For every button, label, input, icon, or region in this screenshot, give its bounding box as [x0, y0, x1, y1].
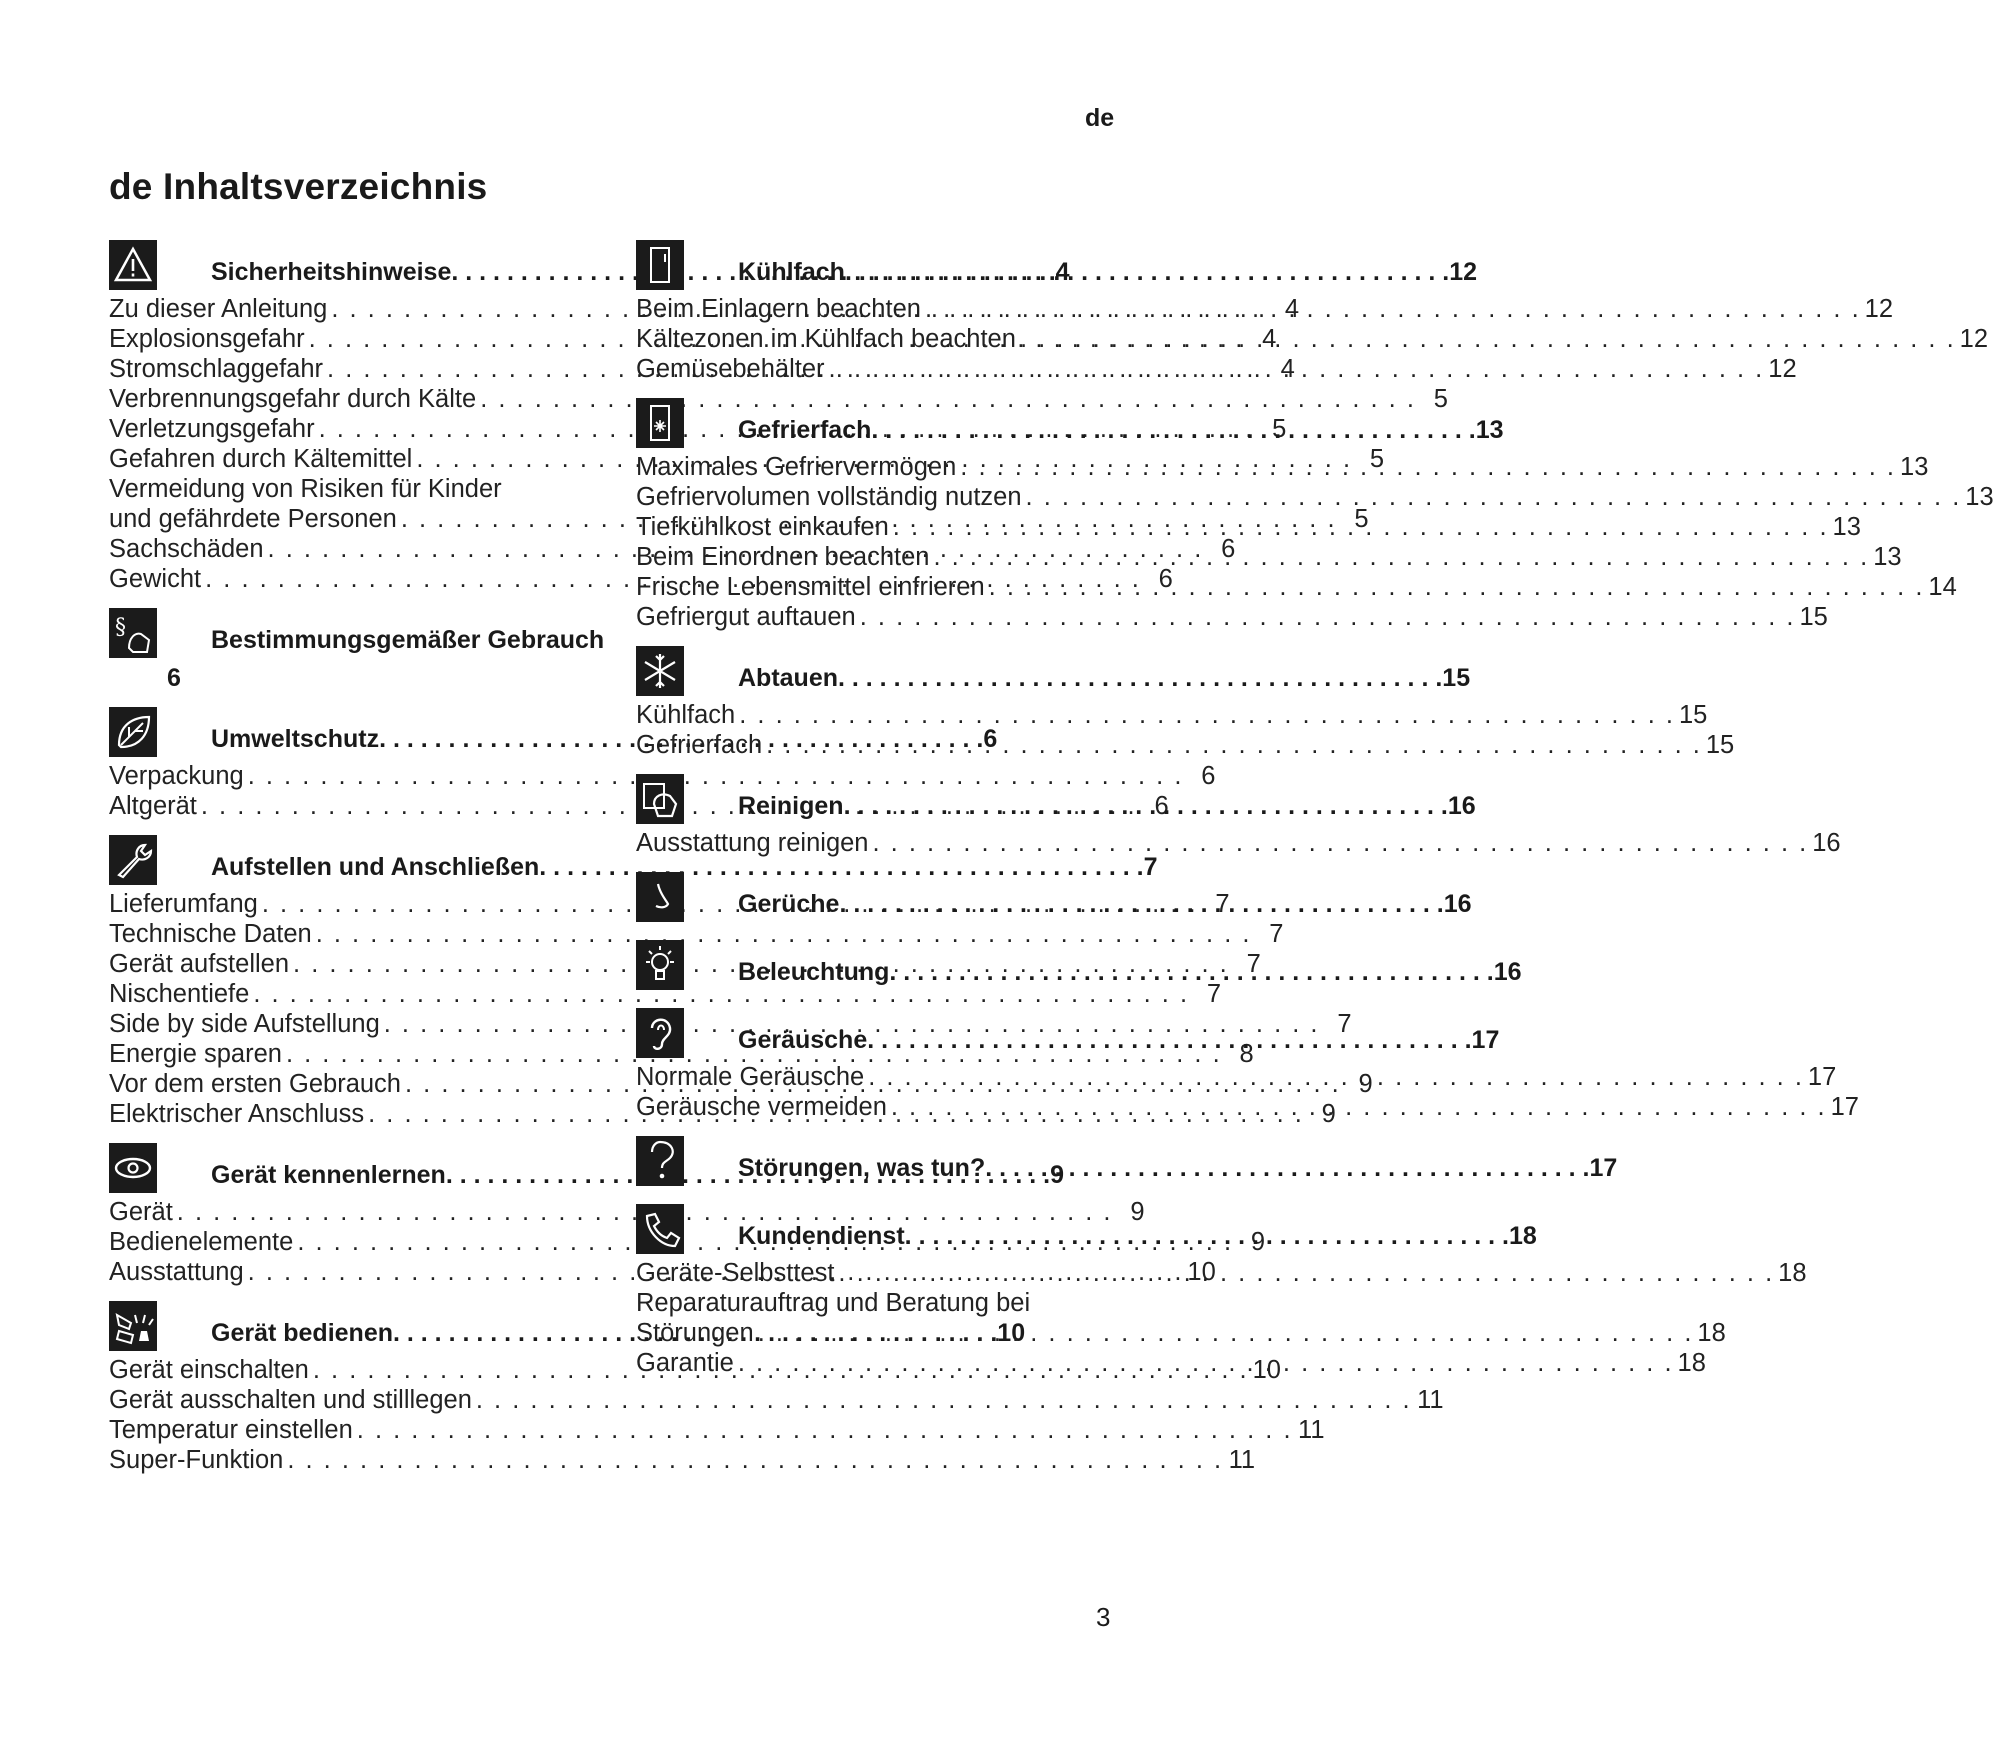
dot-leader: [985, 572, 1929, 602]
entry-label: Gemüsebehälter: [636, 355, 825, 383]
section-heading[interactable]: [636, 870, 1472, 926]
section-heading[interactable]: [636, 1006, 1500, 1062]
entry-page: 9: [1250, 1228, 1266, 1256]
section-title-text: Störungen, was tun?: [738, 1154, 986, 1182]
entry-page: 13: [1965, 483, 1994, 511]
section-page: 15: [1442, 664, 1471, 692]
section-heading[interactable]: [636, 396, 1504, 452]
toc-entry[interactable]: [636, 1092, 1859, 1122]
entry-label: Vermeidung von Risiken für Kinder: [109, 475, 502, 503]
dot-leader: [353, 1415, 1297, 1445]
entry-page: 7: [1337, 1010, 1352, 1038]
entry-label: Bedienelemente: [109, 1228, 294, 1256]
entry-page: 18: [1778, 1259, 1807, 1287]
toc-entry[interactable]: [636, 542, 1902, 572]
toc-section: [636, 870, 1472, 926]
entry-label: Verletzungsgefahr: [109, 415, 315, 443]
entry-label: Zu dieser Anleitung: [109, 295, 328, 323]
toc-entry[interactable]: [109, 979, 1222, 1009]
dot-leader: [956, 452, 1900, 482]
entry-page: 17: [1830, 1093, 1859, 1121]
dot-leader: [871, 416, 1475, 445]
entry-label: Lieferumfang: [109, 890, 258, 918]
section-title: [738, 1026, 1499, 1055]
section-page: 4: [1055, 258, 1070, 286]
entry-label: Vor dem ersten Gebrauch: [109, 1070, 401, 1098]
section-page: 16: [1443, 890, 1472, 918]
entry-page: 12: [1959, 325, 1989, 353]
entry-page: 9: [1358, 1070, 1373, 1098]
cleaning-hand-icon: [636, 774, 684, 824]
section-heading[interactable]: [636, 1134, 1618, 1190]
entry-page: 7: [1206, 980, 1222, 1008]
section-title-text: Gerät kennenlernen: [211, 1161, 446, 1189]
toc-entry[interactable]: [636, 572, 1957, 602]
section-title: [738, 416, 1504, 445]
toc-section: [636, 1006, 1859, 1122]
section-title: [738, 890, 1472, 919]
entry-page: 12: [1864, 295, 1894, 323]
entry-page: 4: [1284, 295, 1300, 323]
dot-leader: [921, 294, 1865, 324]
dot-leader: [825, 354, 1769, 384]
entry-label: Kältezonen im Kühlfach beachten: [636, 325, 1016, 353]
section-page: 16: [1493, 958, 1522, 986]
entry-page: 18: [1677, 1349, 1706, 1377]
entry-label: Technische Daten: [109, 920, 312, 948]
section-page: 17: [1589, 1154, 1618, 1182]
entry-label: Beim Einlagern beachten: [636, 295, 921, 323]
dot-leader: [889, 958, 1493, 987]
entry-page: 14: [1928, 573, 1957, 601]
dot-leader: [889, 512, 1833, 542]
entry-page: 15: [1705, 731, 1735, 759]
dot-leader: [867, 1026, 1471, 1055]
section-title-text: Kundendienst: [738, 1222, 905, 1250]
entry-page: 7: [1269, 920, 1284, 948]
toc-entry[interactable]: [636, 828, 1841, 858]
entry-label: Reparaturauftrag und Beratung bei: [636, 1289, 1031, 1317]
dot-leader: [834, 1258, 1778, 1288]
section-title-text: Gerüche: [738, 890, 840, 918]
dot-leader: [754, 1318, 1698, 1348]
dot-leader: [1022, 482, 1966, 512]
section-page: 16: [1447, 792, 1476, 820]
toc-entry[interactable]: [636, 1062, 1837, 1092]
entry-label: Maximales Gefriervermögen: [636, 453, 957, 481]
entry-label: Gerät ausschalten und stilllegen: [109, 1386, 472, 1414]
section-title-text: Beleuchtung: [738, 958, 890, 986]
entry-page: 6: [1201, 762, 1216, 790]
dot-leader: [844, 792, 1448, 821]
section-heading[interactable]: [636, 938, 1522, 994]
dot-leader: [864, 1062, 1808, 1092]
entry-page: 13: [1900, 453, 1929, 481]
dot-leader: [839, 890, 1443, 919]
warning-triangle-icon: [109, 240, 157, 290]
dot-leader: [845, 258, 1449, 287]
entry-list: [636, 452, 1994, 632]
entry-label: Gerät einschalten: [109, 1356, 309, 1384]
entry-label: Stromschlaggefahr: [109, 355, 324, 383]
section-title: [738, 664, 1470, 693]
entry-label: Altgerät: [109, 792, 197, 820]
entry-label: und gefährdete Personen: [109, 505, 397, 533]
entry-label: Verbrennungsgefahr durch Kälte: [109, 385, 477, 413]
toc-entry[interactable]: [109, 919, 1284, 949]
entry-label: Beim Einordnen beachten: [636, 543, 930, 571]
entry-label: Normale Geräusche: [636, 1063, 865, 1091]
toc-entry[interactable]: [109, 761, 1216, 791]
entry-page: 9: [1130, 1198, 1145, 1226]
section-title: [738, 792, 1476, 821]
section-title-text: Reinigen: [738, 792, 844, 820]
entry-page: 13: [1832, 513, 1861, 541]
toc-entry[interactable]: [636, 730, 1735, 760]
section-title: [211, 626, 634, 655]
section-page: 9: [1050, 1161, 1065, 1189]
entry-page: 11: [1298, 1416, 1325, 1444]
entry-list: [636, 1062, 1859, 1122]
toc-entry[interactable]: [636, 354, 1797, 384]
entry-label: Super-Funktion: [109, 1446, 284, 1474]
section-title-text: Kühlfach: [738, 258, 845, 286]
section-heading[interactable]: [636, 644, 1471, 700]
eye-icon: [109, 1143, 157, 1193]
section-title-text: Gefrierfach: [738, 416, 872, 444]
entry-label: Gefahren durch Kältemittel: [109, 445, 413, 473]
entry-page: 9: [1321, 1100, 1336, 1128]
toc-entry[interactable]: [636, 602, 1828, 632]
entry-label: Störungen: [636, 1319, 754, 1347]
toc-section: [636, 1134, 1618, 1190]
language-code: de: [1085, 104, 1115, 132]
section-page: 7: [1143, 853, 1158, 881]
section-title: [738, 1222, 1537, 1251]
toc-section: [636, 644, 1735, 760]
page-title: de Inhaltsverzeichnis: [109, 166, 488, 207]
dot-leader: [762, 730, 1706, 760]
dot-leader: [283, 1445, 1227, 1475]
entry-page: 6: [1158, 565, 1173, 593]
fridge-door-icon: [636, 240, 684, 290]
entry-page: 4: [1262, 325, 1277, 353]
entry-page: 16: [1812, 829, 1841, 857]
entry-label: Kühlfach: [636, 701, 736, 729]
entry-page: 7: [1215, 890, 1230, 918]
entry-label: Gefrierfach: [636, 731, 763, 759]
toc-entry[interactable]: [109, 1415, 1325, 1445]
toc-entry[interactable]: [636, 1318, 1726, 1348]
entry-page: 15: [1799, 603, 1828, 631]
dot-leader: [856, 602, 1800, 632]
entry-page: 5: [1433, 385, 1448, 413]
entry-page: 5: [1354, 505, 1369, 533]
question-icon: [636, 1136, 684, 1186]
page-number: 3: [1096, 1602, 1111, 1632]
entry-page: 4: [1280, 355, 1295, 383]
section-title-text: Abtauen: [738, 664, 838, 692]
entry-label: Geräte-Selbsttest: [636, 1259, 835, 1287]
light-bulb-icon: [636, 940, 684, 990]
toc-section: [636, 396, 1994, 632]
dot-leader: [734, 1348, 1678, 1378]
toc-section: [109, 606, 634, 693]
toc-entry[interactable]: [636, 700, 1708, 730]
toc-entry[interactable]: [109, 384, 1448, 414]
section-title: [738, 958, 1522, 987]
section-title: [738, 258, 1477, 287]
toc-section: [636, 238, 1989, 384]
section-page: 6: [167, 664, 181, 692]
entry-page: 18: [1697, 1319, 1726, 1347]
entry-page: 12: [1768, 355, 1797, 383]
entry-list: [636, 294, 1989, 384]
toc-entry[interactable]: [636, 482, 1994, 512]
toc-section: [636, 938, 1522, 994]
section-page: 10: [997, 1319, 1026, 1347]
dot-leader: [929, 542, 1873, 572]
entry-label: Ausstattung: [109, 1258, 244, 1286]
entry-page: 13: [1873, 543, 1902, 571]
section-title-text: Umweltschutz: [211, 725, 380, 753]
entry-label: Gewicht: [109, 565, 202, 593]
dot-leader: [869, 828, 1813, 858]
section-page: 12: [1449, 258, 1478, 286]
section-heading[interactable]: [636, 772, 1476, 828]
toc-entry[interactable]: [636, 1288, 1166, 1318]
entry-label: Explosionsgefahr: [109, 325, 305, 353]
entry-page: 5: [1272, 415, 1287, 443]
entry-page: 6: [1154, 792, 1169, 820]
leaf-icon: [109, 707, 157, 757]
dot-leader: [887, 1092, 1831, 1122]
entry-label: Sachschäden: [109, 535, 264, 563]
section-title-text: Gerät bedienen: [211, 1319, 393, 1347]
ear-icon: [636, 1008, 684, 1058]
section-title-text: Sicherheitshinweise: [211, 258, 452, 286]
wrench-icon: [109, 835, 157, 885]
entry-page: 11: [1417, 1386, 1444, 1414]
toc-entry[interactable]: [636, 452, 1929, 482]
dot-leader: [905, 1222, 1509, 1251]
entry-page: 8: [1239, 1040, 1254, 1068]
entry-label: Garantie: [636, 1349, 734, 1377]
toc-entry[interactable]: [109, 1009, 1352, 1039]
entry-label: Elektrischer Anschluss: [109, 1100, 365, 1128]
entry-page: 11: [1228, 1446, 1256, 1474]
dot-leader: [985, 1154, 1589, 1183]
section-title-text: Aufstellen und Anschließen: [211, 853, 540, 881]
entry-page: 10: [1252, 1356, 1281, 1384]
entry-label: Gefriergut auftauen: [636, 603, 856, 631]
entry-page: 7: [1246, 950, 1261, 978]
toc-entry[interactable]: [109, 474, 634, 504]
toc-entry[interactable]: [109, 1385, 1444, 1415]
section-title-text: Bestimmungsgemäßer Gebrauch: [211, 626, 605, 654]
toc-entry[interactable]: [109, 1197, 1145, 1227]
nose-icon: [636, 872, 684, 922]
entry-label: Gerät aufstellen: [109, 950, 290, 978]
toc-entry[interactable]: [109, 1445, 1256, 1475]
section-page: 13: [1475, 416, 1504, 444]
toc-entry[interactable]: [636, 324, 1989, 354]
section-heading[interactable]: [636, 238, 1478, 294]
section-heading[interactable]: [636, 1202, 1537, 1258]
entry-label: Energie sparen: [109, 1040, 282, 1068]
section-heading[interactable]: [109, 606, 634, 662]
dot-leader: [1016, 324, 1960, 354]
entry-label: Side by side Aufstellung: [109, 1010, 380, 1038]
entry-page: 10: [1187, 1258, 1216, 1286]
entry-label: Tiefkühlkost einkaufen: [636, 513, 889, 541]
entry-page: 15: [1678, 701, 1708, 729]
freezer-door-icon: [636, 398, 684, 448]
entry-label: Nischentiefe: [109, 980, 250, 1008]
phone-icon: [636, 1204, 684, 1254]
entry-label: Temperatur einstellen: [109, 1416, 353, 1444]
toc-entry[interactable]: [636, 512, 1861, 542]
toc-section: [636, 772, 1841, 858]
section-title-text: Geräusche: [738, 1026, 868, 1054]
entry-list: [636, 700, 1735, 760]
section-page: 17: [1471, 1026, 1500, 1054]
entry-label: Ausstattung reinigen: [636, 829, 869, 857]
svg-text:§: §: [115, 615, 126, 640]
entry-page: 5: [1369, 445, 1385, 473]
snowflake-icon: [636, 646, 684, 696]
entry-label: Gerät: [109, 1198, 173, 1226]
paragraph-hand-icon: [109, 608, 157, 658]
entry-label: Verpackung: [109, 762, 244, 790]
entry-list: [636, 828, 1841, 858]
entry-label: Frische Lebensmittel einfrieren: [636, 573, 985, 601]
entry-page: 6: [1221, 535, 1236, 563]
entry-label: Geräusche vermeiden: [636, 1093, 887, 1121]
entry-page: 17: [1807, 1063, 1837, 1091]
entry-label: Gefriervolumen vollständig nutzen: [636, 483, 1022, 511]
toc-entry[interactable]: [636, 294, 1894, 324]
dot-leader: [735, 700, 1679, 730]
section-page: 18: [1508, 1222, 1537, 1250]
hand-press-icon: [109, 1301, 157, 1351]
dot-leader: [838, 664, 1442, 693]
section-title: [738, 1154, 1617, 1183]
section-page: 6: [983, 725, 998, 753]
